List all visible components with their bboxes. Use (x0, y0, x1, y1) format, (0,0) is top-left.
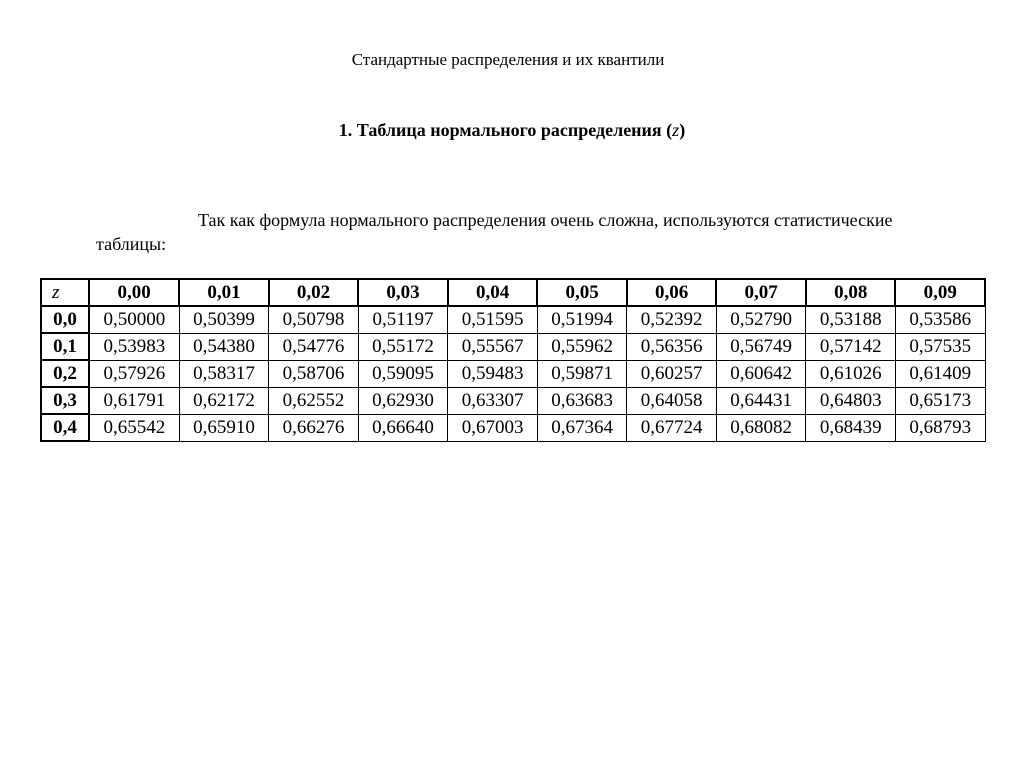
row-header: 0,1 (41, 333, 89, 360)
column-header: 0,07 (716, 279, 806, 306)
table-cell: 0,57535 (895, 333, 985, 360)
column-header: 0,09 (895, 279, 985, 306)
section-title (0, 120, 1024, 141)
table-cell: 0,64058 (627, 387, 717, 414)
table-cell: 0,64803 (806, 387, 896, 414)
table-cell: 0,58706 (269, 360, 359, 387)
table-row (41, 360, 985, 387)
column-header: 0,03 (358, 279, 448, 306)
table-cell: 0,52790 (716, 306, 806, 333)
table-cell: 0,53983 (89, 333, 179, 360)
table-cell: 0,67724 (627, 414, 717, 441)
table-row (41, 414, 985, 441)
table-cell: 0,51595 (448, 306, 538, 333)
table-cell: 0,52392 (627, 306, 717, 333)
table-corner-z: z (41, 279, 89, 306)
table-cell: 0,68082 (716, 414, 806, 441)
table-cell: 0,65173 (895, 387, 985, 414)
table-cell: 0,55962 (537, 333, 627, 360)
table-cell: 0,61409 (895, 360, 985, 387)
section-title-variable: z (672, 120, 680, 140)
table-cell: 0,65910 (179, 414, 269, 441)
row-header: 0,3 (41, 387, 89, 414)
row-header: 0,2 (41, 360, 89, 387)
column-header: 0,01 (179, 279, 269, 306)
table-cell: 0,61026 (806, 360, 896, 387)
table-cell: 0,67364 (537, 414, 627, 441)
table-cell: 0,55172 (358, 333, 448, 360)
table-row (41, 387, 985, 414)
row-header: 0,4 (41, 414, 89, 441)
table-cell: 0,58317 (179, 360, 269, 387)
section-title-text: 1. Таблица нормального распределения ( (338, 120, 673, 140)
table-cell: 0,57926 (89, 360, 179, 387)
table-cell: 0,61791 (89, 387, 179, 414)
table-cell: 0,51197 (358, 306, 448, 333)
table-row (41, 306, 985, 333)
table-cell: 0,59095 (358, 360, 448, 387)
table-cell: 0,60642 (716, 360, 806, 387)
section-title-close: ) (679, 120, 686, 140)
table-cell: 0,53188 (806, 306, 896, 333)
row-header: 0,0 (41, 306, 89, 333)
table-cell: 0,64431 (716, 387, 806, 414)
table-cell: 0,56356 (627, 333, 717, 360)
table-cell: 0,67003 (448, 414, 538, 441)
table-cell: 0,62930 (358, 387, 448, 414)
table-row (41, 333, 985, 360)
table-cell: 0,63683 (537, 387, 627, 414)
table-cell: 0,50798 (269, 306, 359, 333)
column-header: 0,00 (89, 279, 179, 306)
column-header: 0,08 (806, 279, 896, 306)
normal-distribution-table (40, 278, 986, 442)
column-header: 0,05 (537, 279, 627, 306)
table-cell: 0,62172 (179, 387, 269, 414)
table-cell: 0,54776 (269, 333, 359, 360)
table-cell: 0,50000 (89, 306, 179, 333)
table-cell: 0,59483 (448, 360, 538, 387)
column-header: 0,02 (269, 279, 359, 306)
table-cell: 0,54380 (179, 333, 269, 360)
column-header: 0,06 (627, 279, 717, 306)
table-cell: 0,55567 (448, 333, 538, 360)
table-cell: 0,50399 (179, 306, 269, 333)
table-cell: 0,59871 (537, 360, 627, 387)
table-cell: 0,62552 (269, 387, 359, 414)
table-cell: 0,66276 (269, 414, 359, 441)
table-cell: 0,56749 (716, 333, 806, 360)
table-cell: 0,65542 (89, 414, 179, 441)
intro-paragraph: Так как формула нормального распределения очень сложна, используются статистические таблицы: (96, 210, 893, 254)
table-cell: 0,66640 (358, 414, 448, 441)
table-cell: 0,68439 (806, 414, 896, 441)
table-cell: 0,53586 (895, 306, 985, 333)
table-cell: 0,60257 (627, 360, 717, 387)
table-cell: 0,57142 (806, 333, 896, 360)
table-cell: 0,51994 (537, 306, 627, 333)
table-header-row (41, 279, 985, 306)
document-title: Стандартные распределения и их квантили (351, 50, 665, 69)
table-cell: 0,68793 (895, 414, 985, 441)
table-cell: 0,63307 (448, 387, 538, 414)
table-body (41, 279, 985, 441)
column-header: 0,04 (448, 279, 538, 306)
